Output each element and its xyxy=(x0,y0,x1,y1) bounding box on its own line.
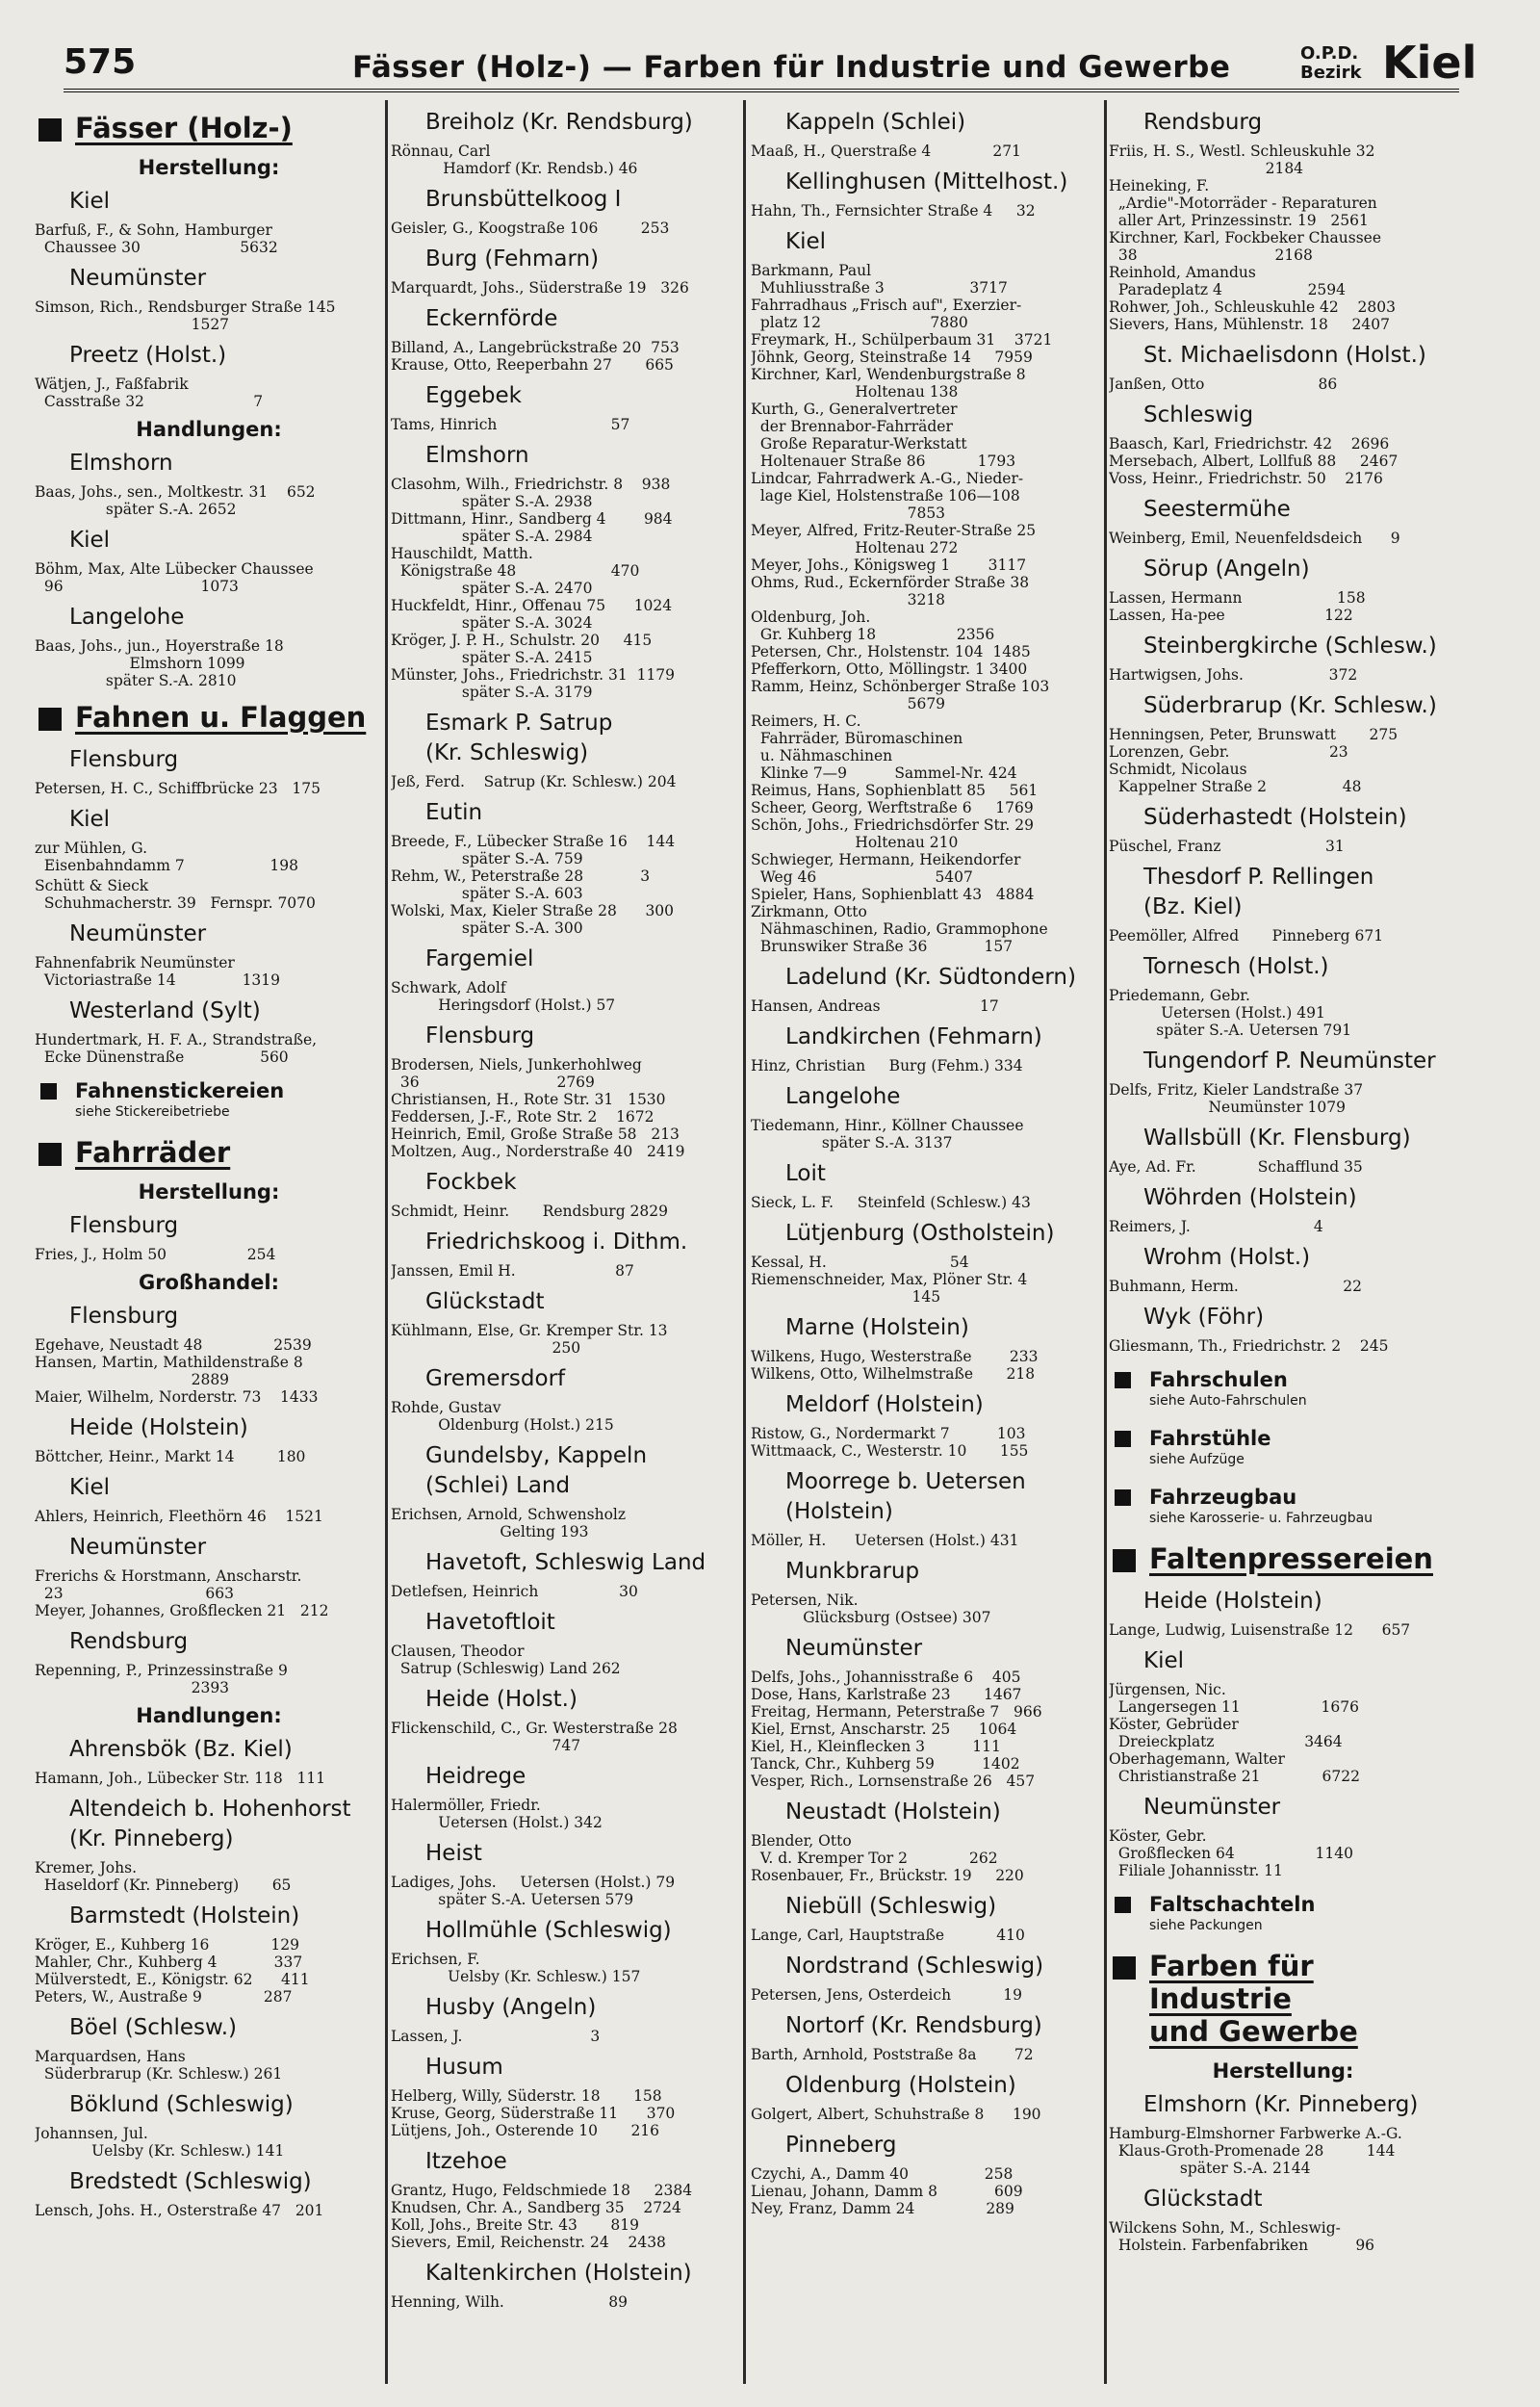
place-heading: Böklund (Schleswig) xyxy=(69,2092,294,2117)
category-heading-small: Fahrstühle xyxy=(1109,1415,1457,1452)
directory-entry: Johannsen, Jul. Uelsby (Kr. Schlesw.) 141 xyxy=(35,2125,285,2160)
directory-entry: Barkmann, Paul Muhliusstraße 3 3717 Fahrradhaus „Frisch auf", Exerzier- platz 12 7880 Freymark, H., Schülperbaum 31 3721 Jöhnk, Georg, Steinstraße 14 7959 Kirchner, Karl, Wendenburgstraße 8 Holtenau 138 Kurth, G., Generalvertreter der Brennabor-Fahrräder Große Reparatur-Werkstatt Holtenauer Straße 86 1793 Lindcar, Fahrradwerk A.-G., Nieder- lage Kiel, Holstenstraße 106—108 7853 Meyer, Alfred, Fritz-Reuter-Straße 25 Holtenau 272 Meyer, Johs., Königsweg 1 3117 Ohms, Rud., Eckernförder Straße 38 3218 Oldenburg, Joh. Gr. Kuhberg 18 2356 Petersen, Chr., Holstenstr. 104 1485 Pfefferkorn, Otto, Möllingstr. 1 3400 Ramm, Heinz, Schönberger Straße 103 5679 Reimers, H. C. Fahrräder, Büromaschinen u. Nähmaschinen Klinke 7—9 Sammel-Nr. 424 Reimus, Hans, Sophienblatt 85 561 Scheer, Georg, Werftstraße 6 1769 Schön, Johs., Friedrichsdörfer Str. 29 Holtenau 210 Schwieger, Hermann, Heikendorfer Weg 46 5407 Spieler, Hans, Sophienblatt 43 4884 Zirkmann, Otto Nähmaschinen, Radio, Grammophone Brunswiker Straße 36 157 xyxy=(751,262,1053,955)
place-heading: Elmshorn (Kr. Pinneberg) xyxy=(1143,2092,1419,2117)
directory-entry: Helberg, Willy, Süderstr. 18 158 Kruse, Georg, Süderstraße 11 370 Lütjens, Joh., Osterende 10 216 xyxy=(391,2087,676,2139)
section-subheading: Handlungen: xyxy=(136,418,282,441)
place-heading: Kellinghusen (Mittelhost.) xyxy=(785,169,1068,194)
place-heading: Preetz (Holst.) xyxy=(69,343,227,368)
directory-entry: Rönnau, Carl Hamdorf (Kr. Rendsb.) 46 xyxy=(391,142,638,177)
directory-entry: Henning, Wilh. 89 xyxy=(391,2293,628,2311)
directory-entry: Clasohm, Wilh., Friedrichstr. 8 938 später S.-A. 2938 Dittmann, Hinr., Sandberg 4 984 später S.-A. 2984 Hauschildt, Matth. Königstraße 48 470 später S.-A. 2470 Huckfeldt, Hinr., Offenau 75 1024 später S.-A. 3024 Kröger, J. P. H., Schulstr. 20 415 später S.-A. 2415 Münster, Johs., Friedrichstr. 31 1179 später S.-A. 3179 xyxy=(391,476,676,701)
place-heading: Hollmühle (Schleswig) xyxy=(425,1918,672,1943)
directory-entry: Fahnenfabrik Neumünster Victoriastraße 14 1319 xyxy=(35,954,281,989)
directory-entry: Tams, Hinrich 57 xyxy=(391,416,630,433)
place-heading: Neumünster xyxy=(785,1636,923,1661)
directory-entry: Erichsen, Arnold, Schwensholz Gelting 193 xyxy=(391,1506,627,1540)
directory-entry: Jürgensen, Nic. Langersegen 11 1676 Köster, Gebrüder Dreieckplatz 3464 Oberhagemann, Walter Christianstraße 21 6722 xyxy=(1109,1681,1360,1785)
category-heading-small: Fahnenstickereien xyxy=(35,1068,383,1104)
place-heading: Neumünster xyxy=(69,1535,207,1560)
place-heading: Seestermühe xyxy=(1143,497,1291,522)
place-heading: Gundelsby, Kappeln (Schlei) Land xyxy=(425,1443,648,1498)
category-heading: Fahrräder xyxy=(35,1126,383,1175)
place-heading: Schleswig xyxy=(1143,402,1254,427)
directory-entry: Reimers, J. 4 xyxy=(1109,1218,1323,1235)
directory-entry: Flickenschild, C., Gr. Westerstraße 28 747 xyxy=(391,1720,678,1754)
directory-entry: Baasch, Karl, Friedrichstr. 42 2696 Mersebach, Albert, Lollfuß 88 2467 Voss, Heinr., Friedrichstr. 50 2176 xyxy=(1109,435,1399,487)
directory-entry: Lassen, J. 3 xyxy=(391,2028,601,2045)
place-heading: Süderbrarup (Kr. Schlesw.) xyxy=(1143,693,1437,718)
directory-entry: Clausen, Theodor Satrup (Schleswig) Land 262 xyxy=(391,1643,621,1677)
place-heading: Langelohe xyxy=(785,1084,901,1109)
place-heading: Steinbergkirche (Schlesw.) xyxy=(1143,634,1437,659)
place-heading: Wöhrden (Holstein) xyxy=(1143,1185,1357,1210)
place-heading: Wyk (Föhr) xyxy=(1143,1305,1265,1330)
place-heading: Breiholz (Kr. Rendsburg) xyxy=(425,110,693,135)
directory-entry: Hundertmark, H. F. A., Strandstraße, Ecke Dünenstraße 560 xyxy=(35,1031,318,1066)
place-heading: Glückstadt xyxy=(1143,2187,1263,2212)
directory-entry: Marquardsen, Hans Süderbrarup (Kr. Schlesw.) 261 xyxy=(35,2048,283,2083)
directory-entry: Golgert, Albert, Schuhstraße 8 190 xyxy=(751,2106,1041,2123)
place-heading: Rendsburg xyxy=(1143,110,1263,135)
directory-entry: Böhm, Max, Alte Lübecker Chaussee 96 1073 xyxy=(35,560,314,595)
place-heading: Oldenburg (Holstein) xyxy=(785,2073,1016,2098)
place-heading: Gremersdorf xyxy=(425,1366,566,1391)
place-heading: Tornesch (Holst.) xyxy=(1143,954,1329,979)
place-heading: Altendeich b. Hohenhorst (Kr. Pinneberg) xyxy=(69,1797,351,1851)
category-heading-small: Faltschachteln xyxy=(1109,1881,1457,1918)
directory-entry: Püschel, Franz 31 xyxy=(1109,838,1345,855)
place-heading: Elmshorn xyxy=(425,443,529,468)
category-heading-small: Fahrzeugbau xyxy=(1109,1474,1457,1511)
column-1 xyxy=(35,102,383,2389)
place-heading: Fargemiel xyxy=(425,946,534,971)
directory-entry: Barth, Arnhold, Poststraße 8a 72 xyxy=(751,2046,1034,2063)
directory-entry: Fries, J., Holm 50 254 xyxy=(35,1246,276,1263)
place-heading: Kiel xyxy=(69,807,111,832)
directory-entry: Lange, Carl, Hauptstraße 410 xyxy=(751,1927,1025,1944)
section-subheading: Handlungen: xyxy=(136,1704,282,1727)
place-heading: Kiel xyxy=(69,189,111,214)
place-heading: Süderhastedt (Holstein) xyxy=(1143,805,1407,830)
place-heading: Rendsburg xyxy=(69,1629,189,1654)
column-3 xyxy=(751,102,1102,2389)
directory-entry: Baas, Johs., sen., Moltkestr. 31 652 später S.-A. 2652 xyxy=(35,483,316,518)
place-heading: Ladelund (Kr. Südtondern) xyxy=(785,965,1076,990)
directory-entry: Janßen, Otto 86 xyxy=(1109,375,1338,393)
directory-entry: Repenning, P., Prinzessinstraße 9 2393 xyxy=(35,1662,288,1696)
place-heading: Flensburg xyxy=(69,747,179,772)
place-heading: Neustadt (Holstein) xyxy=(785,1799,1001,1825)
place-heading: Friedrichskoog i. Dithm. xyxy=(425,1229,688,1255)
directory-entry: Wilckens Sohn, M., Schleswig- Holstein. Farbenfabriken 96 xyxy=(1109,2219,1375,2254)
directory-entry: Rohde, Gustav Oldenburg (Holst.) 215 xyxy=(391,1399,614,1434)
column-divider xyxy=(385,100,388,2384)
place-heading: Kaltenkirchen (Holstein) xyxy=(425,2261,692,2286)
directory-entry: Henningsen, Peter, Brunswatt 275 Lorenzen, Gebr. 23 Schmidt, Nicolaus Kappelner Straße 2 48 xyxy=(1109,726,1399,795)
place-heading: Havetoft, Schleswig Land xyxy=(425,1550,706,1575)
directory-entry: Detlefsen, Heinrich 30 xyxy=(391,1583,638,1600)
place-heading: Elmshorn xyxy=(69,451,173,476)
directory-entry: Lensch, Johs. H., Osterstraße 47 201 xyxy=(35,2202,324,2219)
place-heading: Kiel xyxy=(785,229,827,254)
directory-entry: Schütt & Sieck Schuhmacherstr. 39 Fernspr. 7070 xyxy=(35,877,316,912)
directory-entry: Hinz, Christian Burg (Fehm.) 334 xyxy=(751,1057,1023,1074)
directory-entry: Ahlers, Heinrich, Fleethörn 46 1521 xyxy=(35,1508,323,1525)
directory-entry: Tiedemann, Hinr., Köllner Chaussee später S.-A. 3137 xyxy=(751,1117,1024,1152)
directory-entry: Sieck, L. F. Steinfeld (Schlesw.) 43 xyxy=(751,1194,1031,1211)
directory-entry: Marquardt, Johs., Süderstraße 19 326 xyxy=(391,279,689,297)
category-heading: Fässer (Holz-) xyxy=(35,102,383,150)
section-subheading: Großhandel: xyxy=(138,1271,280,1294)
page-number: 575 xyxy=(64,42,137,82)
see-also-note: siehe Karosserie- u. Fahrzeugbau xyxy=(1149,1511,1373,1526)
directory-entry: Hahn, Th., Fernsichter Straße 4 32 xyxy=(751,202,1036,220)
category-heading-small: Fahrschulen xyxy=(1109,1357,1457,1393)
district-name: Kiel xyxy=(1382,37,1477,89)
directory-entry: Köster, Gebr. Großflecken 64 1140 Filiale Johannisstr. 11 xyxy=(1109,1827,1353,1879)
section-subheading: Herstellung: xyxy=(138,156,280,179)
directory-entry: zur Mühlen, G. Eisenbahndamm 7 198 xyxy=(35,840,298,874)
place-heading: Heist xyxy=(425,1841,482,1866)
directory-entry: Hartwigsen, Johs. 372 xyxy=(1109,666,1358,684)
district-label xyxy=(1300,44,1361,83)
see-also-note: siehe Stickereibetriebe xyxy=(75,1104,230,1120)
directory-entry: Frerichs & Horstmann, Anscharstr. 23 663 Meyer, Johannes, Großflecken 21 212 xyxy=(35,1567,329,1619)
directory-entry: Egehave, Neustadt 48 2539 Hansen, Martin, Mathildenstraße 8 2889 Maier, Wilhelm, Norderstr. 73 1433 xyxy=(35,1336,319,1406)
column-2 xyxy=(391,102,739,2389)
place-heading: Esmark P. Satrup (Kr. Schleswig) xyxy=(425,711,613,765)
place-heading: Burg (Fehmarn) xyxy=(425,246,600,272)
directory-entry: Ladiges, Johs. Uetersen (Holst.) 79 später S.-A. Uetersen 579 xyxy=(391,1874,676,1908)
opd-label: O.P.D. xyxy=(1300,43,1359,64)
directory-entry: Wilkens, Hugo, Westerstraße 233 Wilkens, Otto, Wilhelmstraße 218 xyxy=(751,1348,1039,1383)
directory-entry: Halermöller, Friedr. Uetersen (Holst.) 342 xyxy=(391,1797,603,1831)
section-subheading: Herstellung: xyxy=(138,1180,280,1204)
place-heading: St. Michaelisdonn (Holst.) xyxy=(1143,343,1426,368)
place-heading: Flensburg xyxy=(69,1304,179,1329)
place-heading: Pinneberg xyxy=(785,2133,897,2158)
place-heading: Itzehoe xyxy=(425,2149,507,2174)
directory-entry: Baas, Johs., jun., Hoyerstraße 18 Elmshorn 1099 später S.-A. 2810 xyxy=(35,637,284,689)
directory-entry: Lange, Ludwig, Luisenstraße 12 657 xyxy=(1109,1621,1411,1639)
place-heading: Husby (Angeln) xyxy=(425,1995,597,2020)
place-heading: Nordstrand (Schleswig) xyxy=(785,1954,1044,1979)
column-divider xyxy=(1104,100,1107,2384)
place-heading: Meldorf (Holstein) xyxy=(785,1392,984,1417)
place-heading: Langelohe xyxy=(69,605,185,630)
place-heading: Sörup (Angeln) xyxy=(1143,556,1310,582)
directory-entry: Schmidt, Heinr. Rendsburg 2829 xyxy=(391,1203,669,1220)
place-heading: Nortorf (Kr. Rendsburg) xyxy=(785,2013,1042,2038)
place-heading: Heide (Holstein) xyxy=(69,1415,248,1440)
directory-entry: Blender, Otto V. d. Kremper Tor 2 262 Rosenbauer, Fr., Brückstr. 19 220 xyxy=(751,1832,1024,1884)
place-heading: Eggebek xyxy=(425,383,522,408)
place-heading: Landkirchen (Fehmarn) xyxy=(785,1024,1042,1049)
column-divider xyxy=(743,100,746,2384)
place-heading: Glückstadt xyxy=(425,1289,545,1314)
place-heading: Havetoftloit xyxy=(425,1610,555,1635)
bezirk-label: Bezirk xyxy=(1300,63,1362,83)
place-heading: Flensburg xyxy=(425,1023,535,1048)
directory-entry: Delfs, Johs., Johannisstraße 6 405 Dose, Hans, Karlstraße 23 1467 Freitag, Hermann, Peterstraße 7 966 Kiel, Ernst, Anscharstr. 25 1064 Kiel, H., Kleinflecken 3 111 Tanck, Chr., Kuhberg 59 1402 Vesper, Rich., Lornsenstraße 26 457 xyxy=(751,1669,1042,1790)
category-heading: Fahnen u. Flaggen xyxy=(35,691,383,739)
directory-entry: Kröger, E., Kuhberg 16 129 Mahler, Chr., Kuhberg 4 337 Mülverstedt, E., Königstr. 62 411 Peters, W., Austraße 9 287 xyxy=(35,1936,310,2006)
page-title: Fässer (Holz-) — Farben für Industrie und Gewerbe xyxy=(352,50,1231,85)
place-heading: Heidrege xyxy=(425,1764,526,1789)
place-heading: Marne (Holstein) xyxy=(785,1315,969,1340)
directory-entry: Möller, H. Uetersen (Holst.) 431 xyxy=(751,1532,1019,1549)
place-heading: Kappeln (Schlei) xyxy=(785,110,966,135)
directory-entry: Geisler, G., Koogstraße 106 253 xyxy=(391,220,670,237)
directory-entry: Kühlmann, Else, Gr. Kremper Str. 13 250 xyxy=(391,1322,668,1357)
directory-entry: Breede, F., Lübecker Straße 16 144 später S.-A. 759 Rehm, W., Peterstraße 28 3 später S.-A. 603 Wolski, Max, Kieler Straße 28 300 später S.-A. 300 xyxy=(391,833,676,937)
directory-entry: Barfuß, F., & Sohn, Hamburger Chaussee 30 5632 xyxy=(35,221,278,256)
directory-entry: Petersen, Nik. Glücksburg (Ostsee) 307 xyxy=(751,1592,991,1626)
directory-entry: Simson, Rich., Rendsburger Straße 145 1527 xyxy=(35,298,336,333)
place-heading: Wrohm (Holst.) xyxy=(1143,1245,1311,1270)
place-heading: Westerland (Sylt) xyxy=(69,998,261,1023)
place-heading: Lütjenburg (Ostholstein) xyxy=(785,1221,1055,1246)
directory-entry: Weinberg, Emil, Neuenfeldsdeich 9 xyxy=(1109,530,1400,547)
place-heading: Heide (Holstein) xyxy=(1143,1589,1322,1614)
place-heading: Eckernförde xyxy=(425,306,558,331)
directory-entry: Lassen, Hermann 158 Lassen, Ha-pee 122 xyxy=(1109,589,1366,624)
directory-entry: Kremer, Johs. Haseldorf (Kr. Pinneberg) 65 xyxy=(35,1859,292,1894)
directory-entry: Erichsen, F. Uelsby (Kr. Schlesw.) 157 xyxy=(391,1951,641,1985)
place-heading: Neumünster xyxy=(69,921,207,946)
directory-entry: Maaß, H., Querstraße 4 271 xyxy=(751,142,1021,160)
category-heading: Faltenpressereien xyxy=(1109,1533,1457,1581)
directory-entry: Kessal, H. 54 Riemenschneider, Max, Plöner Str. 4 145 xyxy=(751,1254,1028,1306)
directory-entry: Hansen, Andreas 17 xyxy=(751,997,999,1015)
place-heading: Flensburg xyxy=(69,1213,179,1238)
directory-entry: Petersen, H. C., Schiffbrücke 23 175 xyxy=(35,780,321,797)
directory-entry: Aye, Ad. Fr. Schafflund 35 xyxy=(1109,1158,1363,1176)
place-heading: Niebüll (Schleswig) xyxy=(785,1894,997,1919)
directory-entry: Brodersen, Niels, Junkerhohlweg 36 2769 Christiansen, H., Rote Str. 31 1530 Feddersen, J.-F., Rote Str. 2 1672 Heinrich, Emil, Große Straße 58 213 Moltzen, Aug., Norderstraße 40 2419 xyxy=(391,1056,685,1160)
place-heading: Kiel xyxy=(69,528,111,553)
place-heading: Neumünster xyxy=(69,266,207,291)
directory-entry: Ristow, G., Nordermarkt 7 103 Wittmaack, C., Westerstr. 10 155 xyxy=(751,1425,1029,1460)
place-heading: Kiel xyxy=(69,1475,111,1500)
see-also-note: siehe Packungen xyxy=(1149,1918,1263,1933)
directory-entry: Buhmann, Herm. 22 xyxy=(1109,1278,1362,1295)
place-heading: Brunsbüttelkoog I xyxy=(425,187,622,212)
see-also-note: siehe Aufzüge xyxy=(1149,1452,1245,1467)
page-header xyxy=(64,35,1477,92)
directory-entry: Petersen, Jens, Osterdeich 19 xyxy=(751,1986,1022,2004)
place-heading: Wallsbüll (Kr. Flensburg) xyxy=(1143,1126,1411,1151)
directory-entry: Friis, H. S., Westl. Schleuskuhle 32 2184 Heineking, F. „Ardie"-Motorräder - Reparaturen aller Art, Prinzessinstr. 19 2561 Kirchner, Karl, Fockbeker Chaussee 38 2168 Reinhold, Amandus Paradeplatz 4 2594 Rohwer, Joh., Schleuskuhle 42 2803 Sievers, Hans, Mühlenstr. 18 2407 xyxy=(1109,142,1396,333)
directory-entry: Schwark, Adolf Heringsdorf (Holst.) 57 xyxy=(391,979,616,1014)
place-heading: Ahrensbök (Bz. Kiel) xyxy=(69,1737,293,1762)
place-heading: Tungendorf P. Neumünster xyxy=(1143,1048,1436,1074)
directory-entry: Janssen, Emil H. 87 xyxy=(391,1262,634,1280)
column-4 xyxy=(1109,102,1457,2389)
place-heading: Moorrege b. Uetersen (Holstein) xyxy=(785,1469,1026,1524)
directory-entry: Wätjen, J., Faßfabrik Casstraße 32 7 xyxy=(35,375,264,410)
place-heading: Böel (Schlesw.) xyxy=(69,2015,238,2040)
see-also-note: siehe Auto-Fahrschulen xyxy=(1149,1393,1307,1409)
directory-entry: Czychi, A., Damm 40 258 Lienau, Johann, Damm 8 609 Ney, Franz, Damm 24 289 xyxy=(751,2165,1023,2217)
place-heading: Loit xyxy=(785,1161,826,1186)
place-heading: Munkbrarup xyxy=(785,1559,920,1584)
place-heading: Heide (Holst.) xyxy=(425,1687,578,1712)
place-heading: Neumünster xyxy=(1143,1795,1281,1820)
directory-entry: Hamann, Joh., Lübecker Str. 118 111 xyxy=(35,1770,326,1787)
directory-entry: Peemöller, Alfred Pinneberg 671 xyxy=(1109,927,1384,945)
place-heading: Husum xyxy=(425,2055,503,2080)
directory-entry: Hamburg-Elmshorner Farbwerke A.-G. Klaus-Groth-Promenade 28 144 später S.-A. 2144 xyxy=(1109,2125,1402,2177)
directory-entry: Billand, A., Langebrückstraße 20 753 Krause, Otto, Reeperbahn 27 665 xyxy=(391,339,680,374)
directory-entry: Jeß, Ferd. Satrup (Kr. Schlesw.) 204 xyxy=(391,773,677,790)
place-heading: Barmstedt (Holstein) xyxy=(69,1903,300,1928)
place-heading: Eutin xyxy=(425,800,483,825)
directory-entry: Delfs, Fritz, Kieler Landstraße 37 Neumünster 1079 xyxy=(1109,1081,1364,1116)
place-heading: Bredstedt (Schleswig) xyxy=(69,2169,312,2194)
directory-entry: Gliesmann, Th., Friedrichstr. 2 245 xyxy=(1109,1337,1389,1355)
place-heading: Kiel xyxy=(1143,1648,1185,1673)
directory-entry: Böttcher, Heinr., Markt 14 180 xyxy=(35,1448,306,1465)
place-heading: Fockbek xyxy=(425,1170,517,1195)
place-heading: Thesdorf P. Rellingen (Bz. Kiel) xyxy=(1143,865,1374,919)
section-subheading: Herstellung: xyxy=(1212,2059,1354,2083)
directory-entry: Grantz, Hugo, Feldschmiede 18 2384 Knudsen, Chr. A., Sandberg 35 2724 Koll, Johs., Breite Str. 43 819 Sievers, Emil, Reichenstr. 24 2438 xyxy=(391,2182,693,2251)
category-heading: Farben für Industrie und Gewerbe xyxy=(1109,1940,1457,2054)
directory-entry: Priedemann, Gebr. Uetersen (Holst.) 491 später S.-A. Uetersen 791 xyxy=(1109,987,1352,1039)
